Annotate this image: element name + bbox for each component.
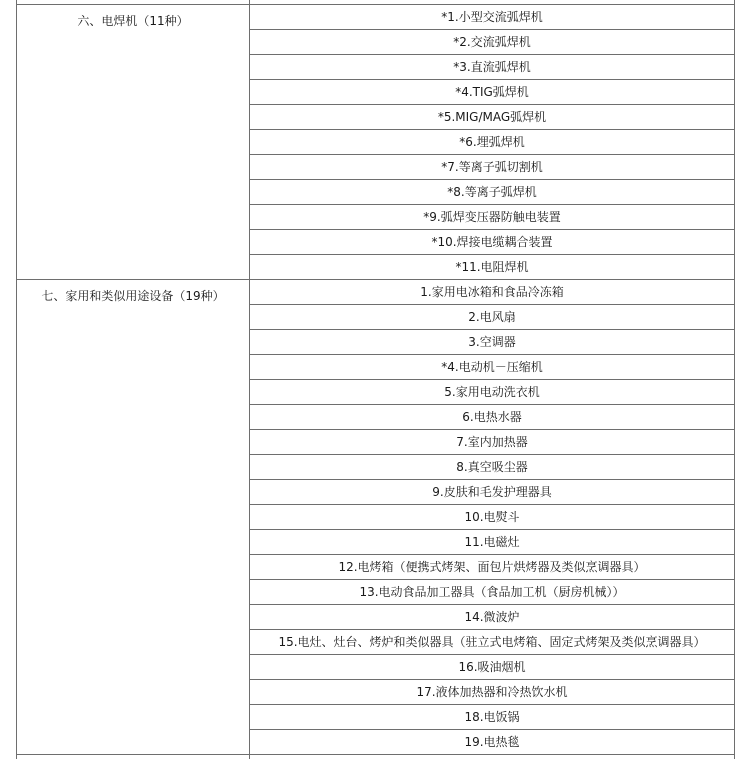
table-row	[17, 280, 735, 305]
table-row	[17, 5, 735, 30]
product-item-cell: 11.电磁灶	[250, 530, 735, 555]
category-cell-bottom-edge	[17, 755, 250, 760]
product-item-cell: *11.电阻焊机	[250, 255, 735, 280]
product-item-cell: *7.等离子弧切割机	[250, 155, 735, 180]
product-item-cell: *10.焊接电缆耦合装置	[250, 230, 735, 255]
item-cell-bottom-edge	[250, 755, 735, 760]
table-bottom-edge-row	[17, 755, 735, 760]
product-item-cell: 18.电饭锅	[250, 705, 735, 730]
table-body	[17, 0, 735, 759]
product-item-cell: 2.电风扇	[250, 305, 735, 330]
category-cell: 六、电焊机（11种）	[17, 5, 250, 280]
product-item-cell: 13.电动食品加工器具（食品加工机（厨房机械））	[250, 580, 735, 605]
product-item-cell: 7.室内加热器	[250, 430, 735, 455]
product-item-cell: 15.电灶、灶台、烤炉和类似器具（驻立式电烤箱、固定式烤架及类似烹调器具）	[250, 630, 735, 655]
product-item-cell: 10.电熨斗	[250, 505, 735, 530]
product-item-cell: 5.家用电动洗衣机	[250, 380, 735, 405]
product-item-cell: *9.弧焊变压器防触电装置	[250, 205, 735, 230]
product-item-cell: *6.埋弧焊机	[250, 130, 735, 155]
product-item-cell: *1.小型交流弧焊机	[250, 5, 735, 30]
product-catalogue-table	[16, 0, 735, 759]
category-cell: 七、家用和类似用途设备（19种）	[17, 280, 250, 755]
product-item-cell: *5.MIG/MAG弧焊机	[250, 105, 735, 130]
product-item-cell: 8.真空吸尘器	[250, 455, 735, 480]
product-item-cell: 9.皮肤和毛发护理器具	[250, 480, 735, 505]
product-item-cell: *3.直流弧焊机	[250, 55, 735, 80]
product-item-cell: 14.微波炉	[250, 605, 735, 630]
product-item-cell: *4.TIG弧焊机	[250, 80, 735, 105]
product-item-cell: 3.空调器	[250, 330, 735, 355]
product-item-cell: 19.电热毯	[250, 730, 735, 755]
product-item-cell: *8.等离子弧焊机	[250, 180, 735, 205]
product-item-cell: 12.电烤箱（便携式烤架、面包片烘烤器及类似烹调器具）	[250, 555, 735, 580]
product-item-cell: 6.电热水器	[250, 405, 735, 430]
product-item-cell: 16.吸油烟机	[250, 655, 735, 680]
product-item-cell: *2.交流弧焊机	[250, 30, 735, 55]
product-item-cell: 17.液体加热器和冷热饮水机	[250, 680, 735, 705]
product-item-cell: *4.电动机－压缩机	[250, 355, 735, 380]
product-item-cell: 1.家用电冰箱和食品冷冻箱	[250, 280, 735, 305]
